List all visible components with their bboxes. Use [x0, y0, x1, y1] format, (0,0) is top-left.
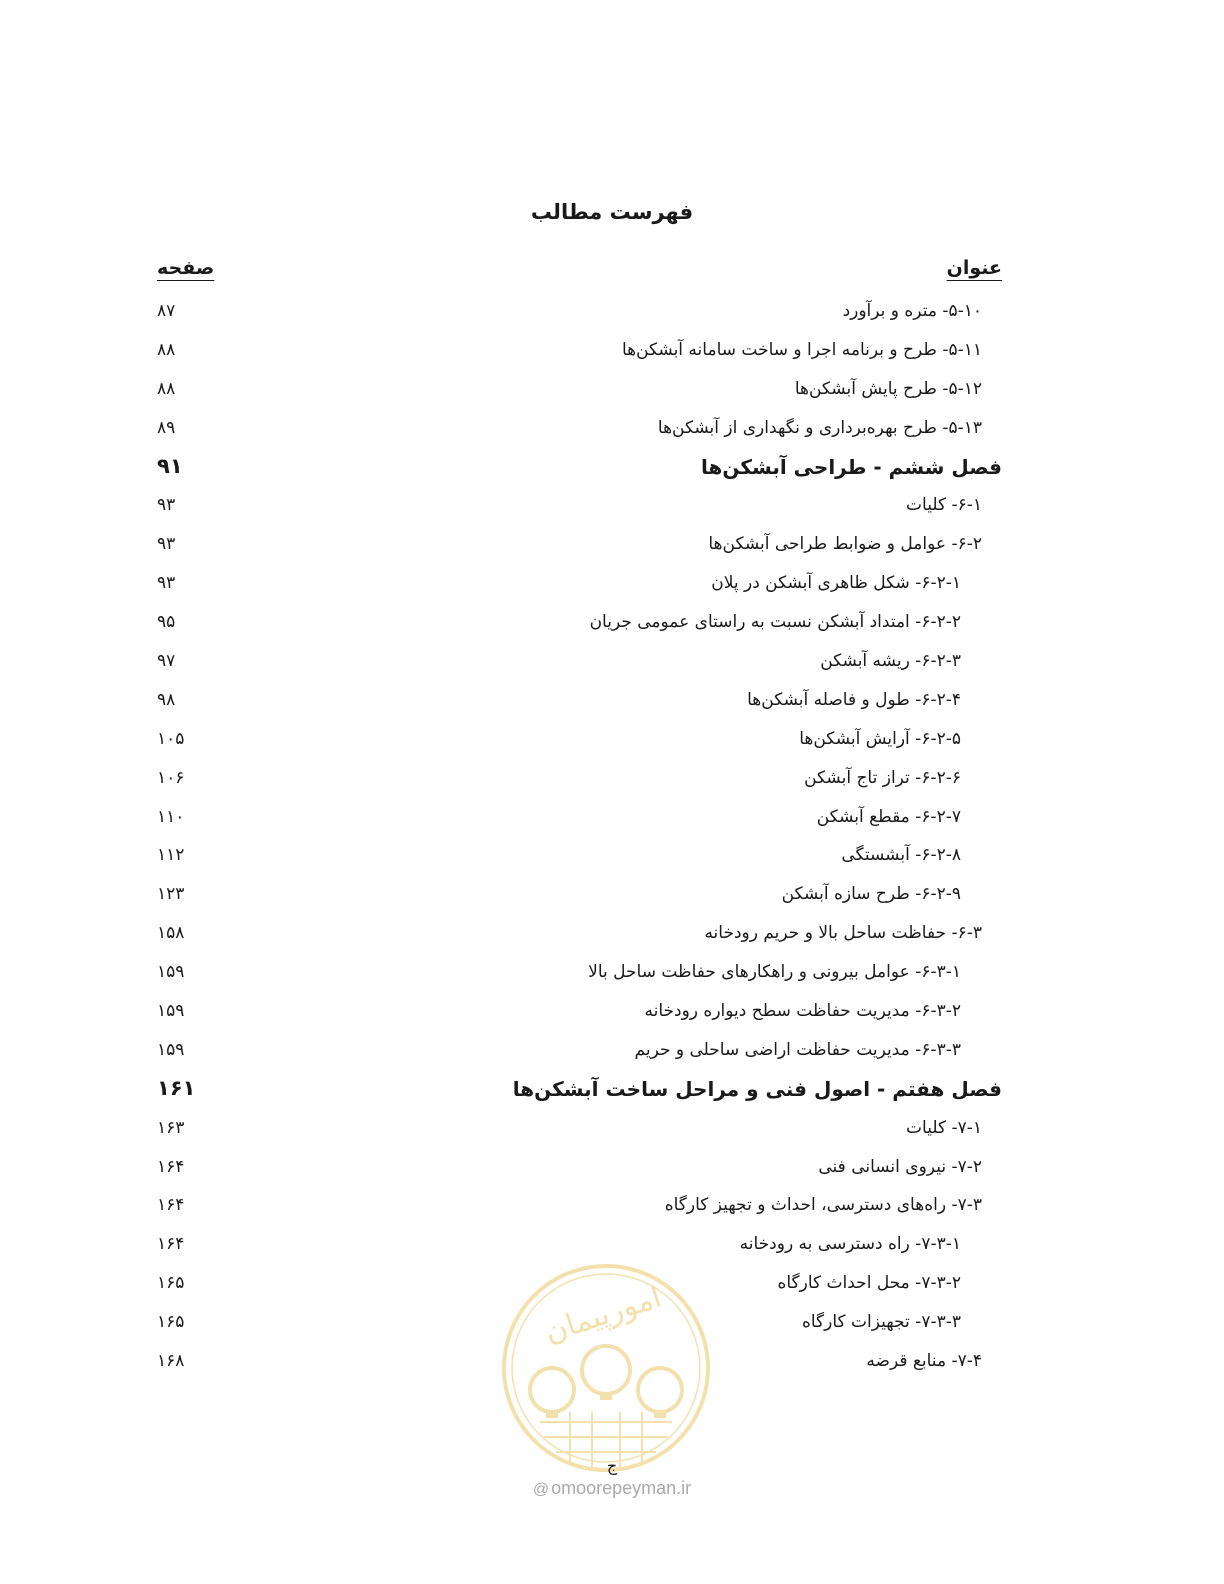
toc-entry-page: ۱۱۲: [157, 845, 185, 866]
toc-row[interactable]: [0, 917, 1224, 956]
page-title: فهرست مطالب: [530, 200, 694, 224]
toc-entry-title: ۷-۱- کلیات: [906, 1117, 982, 1138]
toc-entry-page: ۱۵۸: [157, 923, 185, 944]
toc-row[interactable]: [0, 295, 1224, 334]
toc-row[interactable]: [0, 839, 1224, 878]
toc-entry-page: ۱۲۳: [157, 884, 185, 905]
toc-row[interactable]: [0, 762, 1224, 801]
toc-entry-page: ۹۳: [157, 573, 176, 594]
toc-entry-title: ۷-۳-۱- راه دسترسی به رودخانه: [739, 1234, 961, 1255]
toc-entry-page: ۹۷: [157, 651, 176, 672]
toc-entry-page: ۹۱: [157, 453, 183, 478]
toc-entry-page: ۱۶۳: [157, 1117, 185, 1138]
toc-row[interactable]: [0, 723, 1224, 762]
toc-entry-page: ۸۸: [157, 378, 176, 399]
toc-entry-page: ۹۳: [157, 495, 176, 516]
toc-row[interactable]: [0, 373, 1224, 412]
table-of-contents: [0, 295, 1224, 1384]
toc-row[interactable]: [0, 606, 1224, 645]
watermark-logo-text: امورپیمان: [540, 1279, 666, 1351]
toc-entry-title: ۶-۲-۵- آرایش آبشکن‌ها: [799, 728, 961, 749]
toc-entry-page: ۱۶۵: [157, 1312, 185, 1333]
toc-entry-page: ۱۶۴: [157, 1156, 185, 1177]
toc-entry-title: ۷-۳-۲- محل احداث کارگاه: [777, 1273, 961, 1294]
toc-entry-page: ۸۸: [157, 339, 176, 360]
column-header-title: عنوان: [946, 257, 1002, 279]
toc-row[interactable]: [0, 956, 1224, 995]
toc-entry-title: فصل ششم - طراحی آبشکن‌ها: [700, 454, 1002, 479]
toc-row[interactable]: [0, 528, 1224, 567]
column-header-page: صفحه: [157, 257, 215, 279]
toc-entry-title: ۶-۲-۲- امتداد آبشکن نسبت به راستای عمومی جریان: [589, 612, 961, 633]
toc-entry-page: ۸۹: [157, 417, 176, 438]
footer-site-text: omoorepeyman.ir: [551, 1478, 692, 1498]
toc-entry-page: ۱۰۶: [157, 767, 185, 788]
toc-entry-page: ۱۰۵: [157, 728, 185, 749]
toc-entry-page: ۱۶۸: [157, 1351, 185, 1372]
toc-row[interactable]: [0, 995, 1224, 1034]
toc-row[interactable]: [0, 878, 1224, 917]
toc-entry-title: ۶-۲-۶- تراز تاج آبشکن: [804, 767, 961, 788]
toc-entry-page: ۱۶۴: [157, 1234, 185, 1255]
toc-entry-title: ۵-۱۳- طرح بهره‌برداری و نگهداری از آبشکن‌ها: [657, 417, 982, 438]
toc-row[interactable]: [0, 334, 1224, 373]
toc-entry-title: ۶-۲-۳- ریشه آبشکن: [820, 651, 961, 672]
toc-entry-page: ۸۷: [157, 301, 176, 321]
footer-website: [0, 1478, 1224, 1499]
toc-entry-page: ۱۶۵: [157, 1273, 185, 1294]
toc-entry-title: ۷-۳-۳- تجهیزات کارگاه: [801, 1312, 961, 1333]
toc-entry-title: ۷-۴- منابع قرضه: [866, 1351, 982, 1372]
toc-entry-title: ۶-۲-۴- طول و فاصله آبشکن‌ها: [747, 689, 961, 710]
toc-entry-page: ۱۶۱: [157, 1075, 196, 1100]
toc-entry-title: ۶-۲-۷- مقطع آبشکن: [816, 806, 961, 827]
toc-entry-title: ۶-۲-۸- آبشستگی: [841, 845, 961, 866]
toc-row[interactable]: [0, 1151, 1224, 1190]
toc-entry-title: ۶-۱- کلیات: [906, 495, 982, 516]
toc-entry-page: ۹۵: [157, 612, 176, 633]
toc-entry-page: ۱۱۰: [157, 806, 185, 827]
toc-row[interactable]: [0, 489, 1224, 528]
toc-entry-title: ۵-۱۲- طرح پایش آبشکن‌ها: [794, 378, 982, 399]
toc-entry-title: ۶-۳-۳- مدیریت حفاظت اراضی ساحلی و حریم: [634, 1039, 961, 1060]
toc-entry-title: فصل هفتم - اصول فنی و مراحل ساخت آبشکن‌ها: [512, 1076, 1002, 1101]
toc-entry-page: ۱۶۴: [157, 1195, 185, 1216]
watermark-logo: [500, 1262, 712, 1474]
toc-entry-page: ۹۳: [157, 534, 176, 555]
toc-entry-page: ۱۵۹: [157, 962, 185, 983]
toc-row[interactable]: [0, 1034, 1224, 1073]
toc-entry-title: ۶-۲-۱- شکل ظاهری آبشکن در پلان: [711, 573, 961, 594]
toc-row[interactable]: [0, 1112, 1224, 1151]
toc-entry-title: ۶-۳- حفاظت ساحل بالا و حریم رودخانه: [704, 923, 982, 944]
toc-entry-title: ۶-۳-۱- عوامل بیرونی و راهکارهای حفاظت ساحل بالا: [588, 962, 961, 983]
toc-entry-page: ۱۵۹: [157, 1001, 185, 1022]
toc-row[interactable]: [0, 1189, 1224, 1228]
toc-row[interactable]: [0, 412, 1224, 451]
toc-chapter-row[interactable]: [0, 1073, 1224, 1112]
toc-entry-page: ۱۵۹: [157, 1039, 185, 1060]
toc-entry-title: ۷-۳- راه‌های دسترسی، احداث و تجهیز کارگاه: [664, 1195, 982, 1216]
toc-entry-title: ۷-۲- نیروی انسانی فنی: [818, 1156, 982, 1177]
at-icon: @: [532, 1481, 550, 1498]
toc-entry-title: ۶-۲-۹- طرح سازه آبشکن: [781, 884, 961, 905]
toc-entry-title: ۵-۱۰- متره و برآورد: [842, 301, 982, 321]
toc-row[interactable]: [0, 801, 1224, 840]
toc-row[interactable]: [0, 645, 1224, 684]
toc-entry-page: ۹۸: [157, 689, 176, 710]
toc-row[interactable]: [0, 567, 1224, 606]
toc-row[interactable]: [0, 684, 1224, 723]
toc-entry-title: ۶-۲- عوامل و ضوابط طراحی آبشکن‌ها: [708, 534, 982, 555]
footer-page-number: ج: [606, 1456, 618, 1475]
toc-entry-title: ۵-۱۱- طرح و برنامه اجرا و ساخت سامانه آبشکن‌ها: [621, 339, 982, 360]
toc-chapter-row[interactable]: [0, 451, 1224, 490]
toc-entry-title: ۶-۳-۲- مدیریت حفاظت سطح دیواره رودخانه: [644, 1001, 961, 1022]
